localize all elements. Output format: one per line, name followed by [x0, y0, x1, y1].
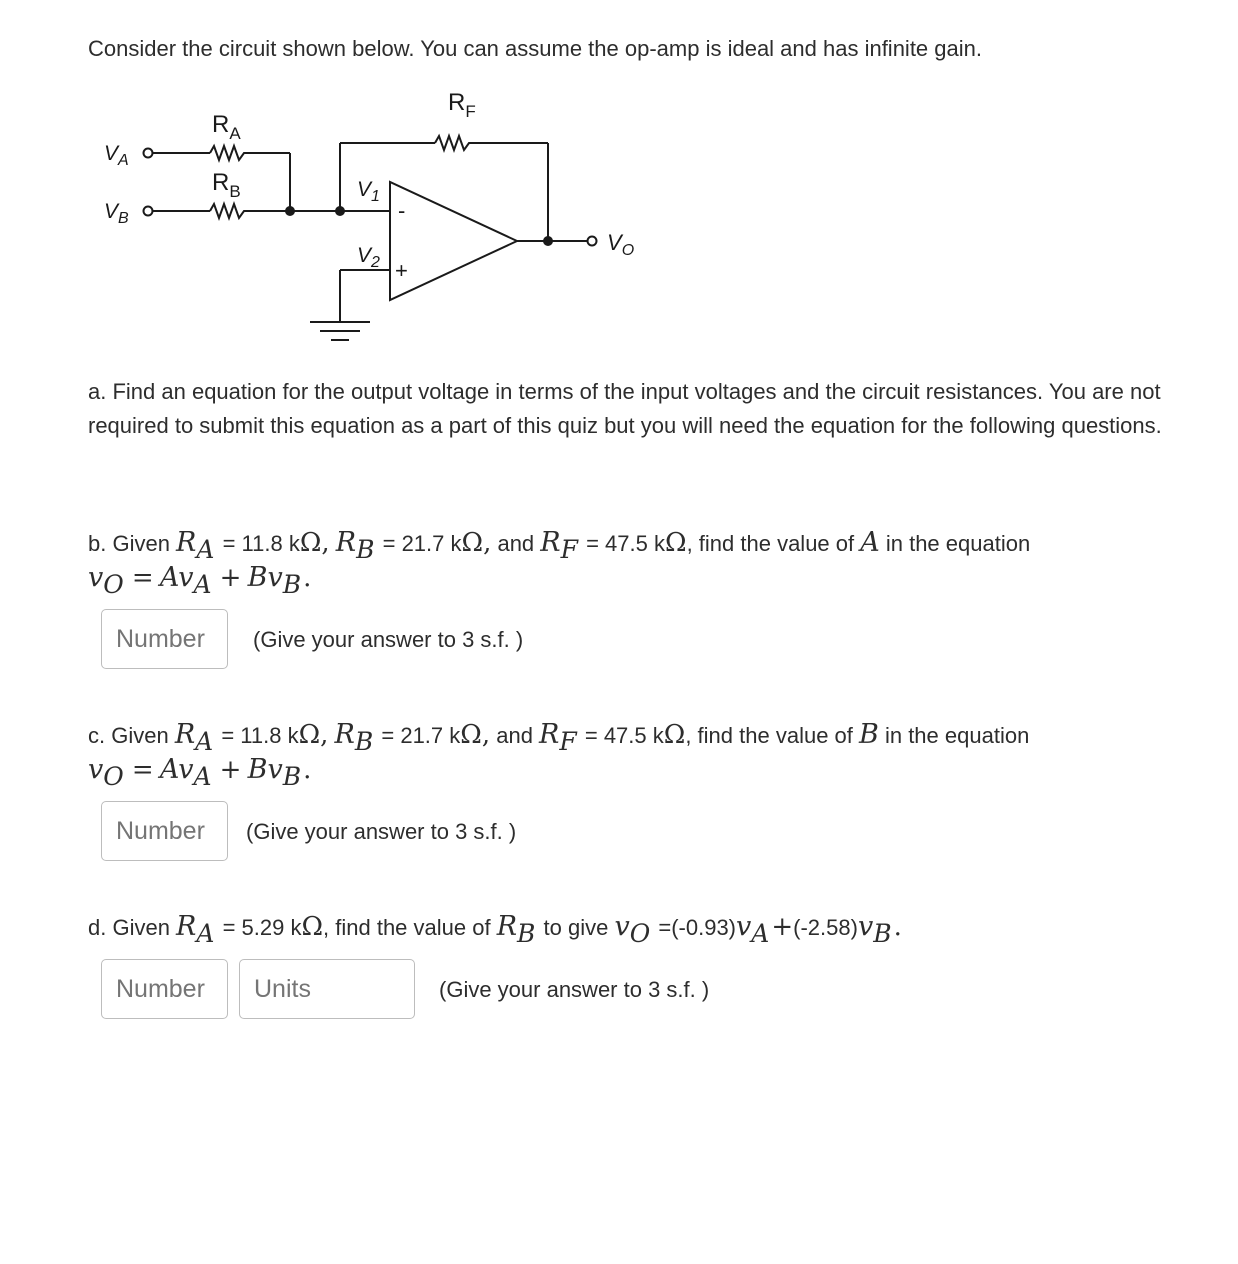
vo-terminal	[588, 237, 597, 246]
answer-b-number-input[interactable]	[101, 609, 228, 669]
answer-d-units-input[interactable]	[239, 959, 415, 1019]
label-v1: $V_1$	[357, 178, 380, 205]
node-junction	[543, 236, 553, 246]
question-d: d. Given RA = 5.29 kΩ, find the value of RB to give vO =(-0.93)vA+(-2.58)vB.	[88, 911, 902, 948]
label-rf: $R_F$	[448, 89, 476, 121]
question-a: a. Find an equation for the output voltage in terms of the input voltages and the circuit resistances. You are not required to submit this equation as a part of this quiz but you will need the equation for the following questions.	[88, 379, 1162, 438]
equation-b: vO = AvA + BvB.	[88, 562, 312, 599]
answer-c-number-input[interactable]	[101, 801, 228, 861]
hint-c: (Give your answer to 3 s.f. )	[246, 819, 517, 844]
hint-b: (Give your answer to 3 s.f. )	[253, 627, 524, 652]
label-v2: $V_2$	[357, 244, 380, 271]
label-vo: $V_O$	[607, 230, 635, 259]
intro-text: Consider the circuit shown below. You can assume the op-amp is ideal and has infinite gain.	[88, 36, 982, 61]
label-minus: -	[398, 198, 406, 223]
node-junction	[335, 206, 345, 216]
node-junction	[285, 206, 295, 216]
rb-resistor	[210, 204, 390, 218]
label-rb: $R_B$	[212, 169, 241, 201]
hint-d: (Give your answer to 3 s.f. )	[439, 977, 710, 1002]
label-plus: +	[395, 258, 408, 283]
va-terminal	[144, 149, 153, 158]
question-c: c. Given RA = 11.8 kΩ, RB = 21.7 kΩ, and RF = 47.5 kΩ, find the value of B in the equation vO = AvA + BvB.	[88, 719, 1030, 791]
question-b: b. Given RA = 11.8 kΩ, RB = 21.7 kΩ, and RF = 47.5 kΩ, find the value of A in the equation vO = AvA + BvB.	[88, 527, 1031, 599]
equation-c: vO = AvA + BvB.	[88, 754, 312, 791]
rf-resistor	[435, 136, 548, 150]
answer-d-number-input[interactable]	[101, 959, 228, 1019]
label-va: $V_A$	[104, 142, 129, 169]
label-vb: $V_B$	[104, 200, 129, 227]
circuit-diagram	[0, 80, 700, 360]
ra-resistor	[210, 146, 290, 160]
label-ra: $R_A$	[212, 111, 241, 143]
op-amp	[390, 182, 517, 300]
vb-terminal	[144, 207, 153, 216]
